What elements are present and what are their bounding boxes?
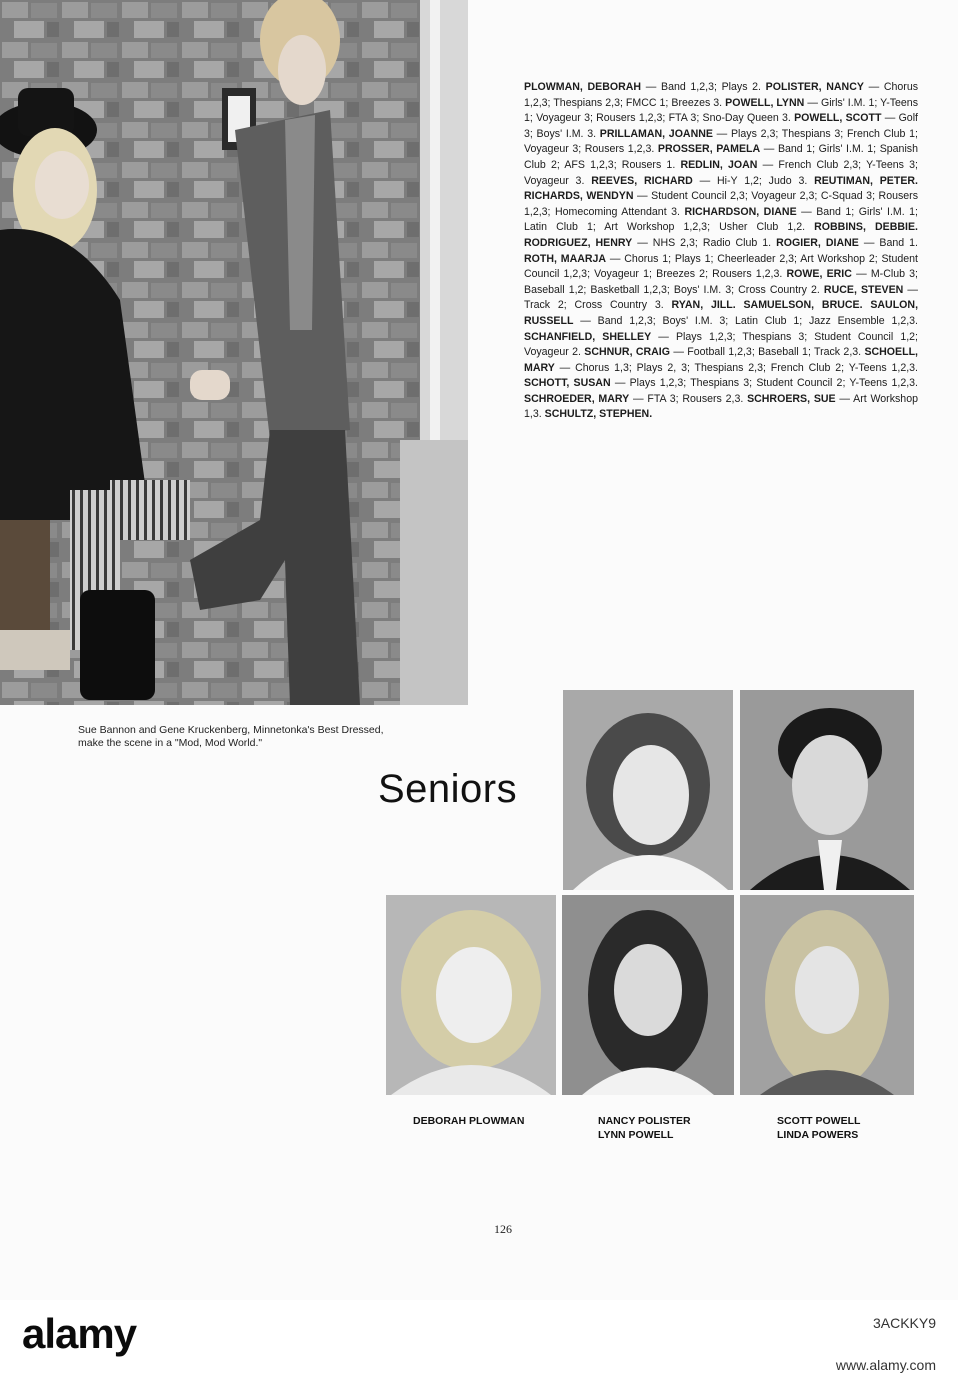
bio-name: ROWE, ERIC [786, 268, 852, 281]
portrait-name: LINDA POWERS [777, 1129, 859, 1141]
bio-name: POWELL, LYNN [725, 96, 805, 109]
bio-details: — NHS 2,3; Radio Club 1. [637, 236, 772, 249]
bio-entry [814, 175, 918, 187]
bio-details: — Plays 1,2,3; Thespians 3; Student Council 1,2; Voyageur 2. [524, 330, 918, 359]
bio-entry [524, 81, 761, 93]
bio-name: SCHNUR, CRAIG [584, 346, 670, 359]
bio-details: — Chorus 1,3; Plays 2, 3; Thespians 2,3; French Club 2; Y-Teens 1,2,3. [559, 361, 918, 374]
bio-name: SCHOTT, SUSAN [524, 377, 611, 390]
bio-details: — Plays 1,2,3; Thespians 3; Student Council 2; Y-Teens 1,2,3. [614, 377, 918, 390]
bio-name: RYAN, JILL. [671, 299, 736, 312]
bio-name: REUTIMAN, PETER. [814, 174, 919, 187]
portrait-names-col2 [598, 1114, 691, 1142]
bio-details: — Girls' I.M. 1; Y-Teens 1; Voyageur 3; Rousers 1,2,3; FTA 3; Sno-Day Queen 3. [524, 96, 918, 125]
bio-name: SCHULTZ, STEPHEN. [544, 408, 653, 421]
caption-line: make the scene in a "Mod, Mod World." [78, 737, 263, 749]
page-number: 126 [494, 1222, 512, 1236]
bio-details: — Band 1,2,3; Boys' I.M. 3; Latin Club 1; Jazz Ensemble 1,2,3. [580, 314, 918, 327]
bio-details: — Band 1. [863, 236, 918, 249]
bio-name: REEVES, RICHARD [591, 174, 693, 187]
stock-logo: alamy [22, 1310, 137, 1357]
bio-name: POWELL, SCOTT [794, 112, 882, 125]
senior-bios [524, 80, 918, 423]
bio-details: — Band 1; Girls' I.M. 1; Spanish Club 2; AFS 1,2,3; Rousers 1. [524, 143, 918, 171]
portrait-illustration [740, 895, 914, 1095]
bio-name: RICHARDS, WENDYN [524, 190, 634, 203]
portrait-photo [740, 895, 914, 1095]
bio-name: POLISTER, NANCY [765, 81, 864, 93]
portrait-illustration [563, 690, 733, 890]
bio-details: — Chorus 1; Plays 1; Cheerleader 2,3; Art Workshop 2; Student Council 1,2,3; Voyageur 1; Breezes 2; Rousers 1,2,3. [524, 252, 918, 281]
feature-photo [0, 0, 468, 705]
bio-details: — Band 1,2,3; Plays 2. [645, 81, 761, 93]
portrait-photo [740, 690, 914, 890]
bio-entry [524, 237, 771, 249]
bio-name: SAMUELSON, BRUCE. [743, 299, 863, 312]
bio-details: — Band 1; Girls' I.M. 1; Latin Club 1; Art Workshop 1,2,3; Usher Club 1,2. [524, 205, 918, 234]
bio-name: REDLIN, JOAN [680, 158, 758, 171]
bio-details: — Football 1,2,3; Baseball 1; Track 2,3. [673, 346, 862, 359]
bio-details: — FTA 3; Rousers 2,3. [633, 392, 744, 405]
bio-entry [814, 221, 918, 233]
bio-name: RICHARDSON, DIANE [684, 205, 797, 218]
bio-name: PRILLAMAN, JOANNE [599, 127, 713, 140]
bio-name: SAULON, RUSSELL [524, 299, 919, 327]
bio-entry [743, 299, 870, 311]
bio-details: — M-Club 3; Baseball 1,2; Basketball 1,2,3; Boys' I.M. 3; Cross Country 2. [524, 268, 918, 296]
bio-entry [524, 377, 918, 389]
stock-url: www.alamy.com [835, 1357, 936, 1373]
portrait-names-col3 [777, 1114, 860, 1142]
bio-entry [545, 408, 653, 420]
bio-entry [584, 346, 861, 358]
bio-entry [776, 237, 918, 249]
portrait-illustration [386, 895, 556, 1095]
portrait-name: LYNN POWELL [598, 1129, 674, 1141]
section-title: Seniors [378, 767, 518, 811]
portrait-name: DEBORAH PLOWMAN [413, 1115, 525, 1127]
stock-image-id: 3ACKKY9 [872, 1315, 936, 1331]
portrait-illustration [740, 690, 914, 890]
bio-name: PROSSER, PAMELA [657, 143, 761, 156]
bio-entry [591, 175, 807, 187]
bio-name: RODRIGUEZ, HENRY [524, 236, 633, 249]
bio-name: SCHOELL, MARY [524, 346, 918, 374]
portrait-photo [562, 895, 734, 1095]
bio-details: — Golf 3; Boys' I.M. 3. [524, 112, 918, 140]
bio-details: — French Club 2,3; Y-Teens 3; Voyageur 3. [524, 158, 918, 187]
bio-name: SCHROEDER, MARY [524, 392, 630, 405]
portrait-illustration [562, 895, 734, 1095]
feature-caption [78, 724, 478, 750]
bio-name: ROTH, MAARJA [524, 252, 607, 265]
portrait-names-col1 [413, 1114, 524, 1128]
bio-details: — Chorus 1,2,3; Thespians 2,3; FMCC 1; Breezes 3. [524, 81, 919, 109]
portrait-photo [386, 895, 556, 1095]
feature-photo-illustration [0, 0, 468, 705]
portrait-name: NANCY POLISTER [598, 1115, 691, 1127]
bio-details: — Track 2; Cross Country 3. [524, 283, 918, 312]
bio-name: ROGIER, DIANE [776, 236, 859, 249]
stock-footer [0, 1300, 958, 1390]
bio-name: SCHROERS, SUE [747, 392, 836, 405]
bio-name: RUCE, STEVEN [823, 283, 904, 296]
portrait-name: SCOTT POWELL [777, 1115, 861, 1127]
bio-details: — Student Council 2,3; Voyageur 2,3; C-Squad 3; Rousers 1,2,3; Homecoming Attendant 3. [524, 190, 918, 218]
bio-entry [672, 299, 744, 311]
bio-details: — Art Workshop 1,3. [524, 392, 918, 421]
bio-name: SCHANFIELD, SHELLEY [524, 330, 652, 343]
portrait-photo [563, 690, 733, 890]
bio-entry [524, 393, 743, 405]
bio-details: — Hi-Y 1,2; Judo 3. [699, 174, 808, 187]
bio-details: — Plays 2,3; Thespians 3; French Club 1; Voyageur 3; Rousers 1,2,3. [524, 127, 918, 156]
bio-name: PLOWMAN, DEBORAH [524, 81, 642, 93]
caption-line: Sue Bannon and Gene Kruckenberg, Minnetonka's Best Dressed, [78, 724, 384, 736]
bio-name: ROBBINS, DEBBIE. [814, 221, 918, 234]
